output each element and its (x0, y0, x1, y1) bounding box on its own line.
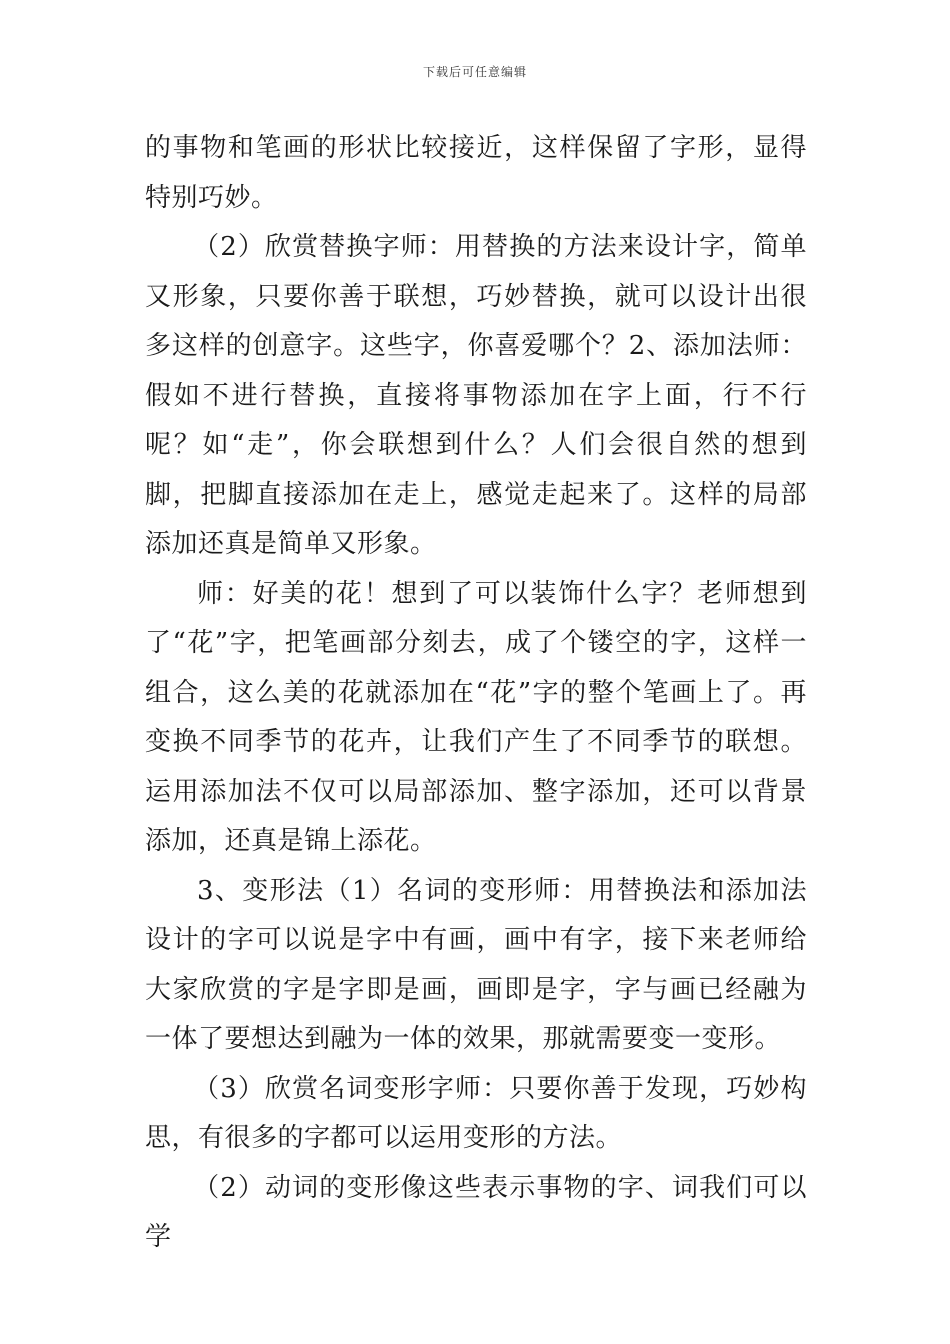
paragraph-5: （3）欣赏名词变形字师：只要你善于发现，巧妙构思，有很多的字都可以运用变形的方法。 (145, 1073, 807, 1153)
paragraph-4: 3、变形法（1）名词的变形师：用替换法和添加法设计的字可以说是字中有画，画中有字，接下来老师给大家欣赏的字是字即是画，画即是字，字与画已经融为一体了要想达到融为一体的效果，那就需要变一变形。 (145, 875, 807, 1054)
paragraph-1: 的事物和笔画的形状比较接近，这样保留了字形，显得特别巧妙。 (145, 133, 807, 213)
page-header: 下载后可任意编辑 (422, 65, 527, 79)
paragraph-2: （2）欣赏替换字师：用替换的方法来设计字，简单又形象，只要你善于联想，巧妙替换，就可以设计出很多这样的创意字。这些字，你喜爱哪个？2、添加法师：假如不进行替换，直接将事物添加在字上面，行不行呢？如“走”，你会联想到什么？人们会很自然的想到脚，把脚直接添加在走上，感觉走起来了。这样的局部添加还真是简单又形象。 (145, 232, 807, 559)
document-body (145, 124, 807, 1263)
paragraph-6: （2）动词的变形像这些表示事物的字、词我们可以学 (145, 1172, 807, 1252)
paragraph-3: 师：好美的花！想到了可以装饰什么字？老师想到了“花”字，把笔画部分刻去，成了个镂空的字，这样一组合，这么美的花就添加在“花”字的整个笔画上了。再变换不同季节的花卉，让我们产生了不同季节的联想。运用添加法不仅可以局部添加、整字添加，还可以背景添加，还真是锦上添花。 (145, 578, 807, 856)
